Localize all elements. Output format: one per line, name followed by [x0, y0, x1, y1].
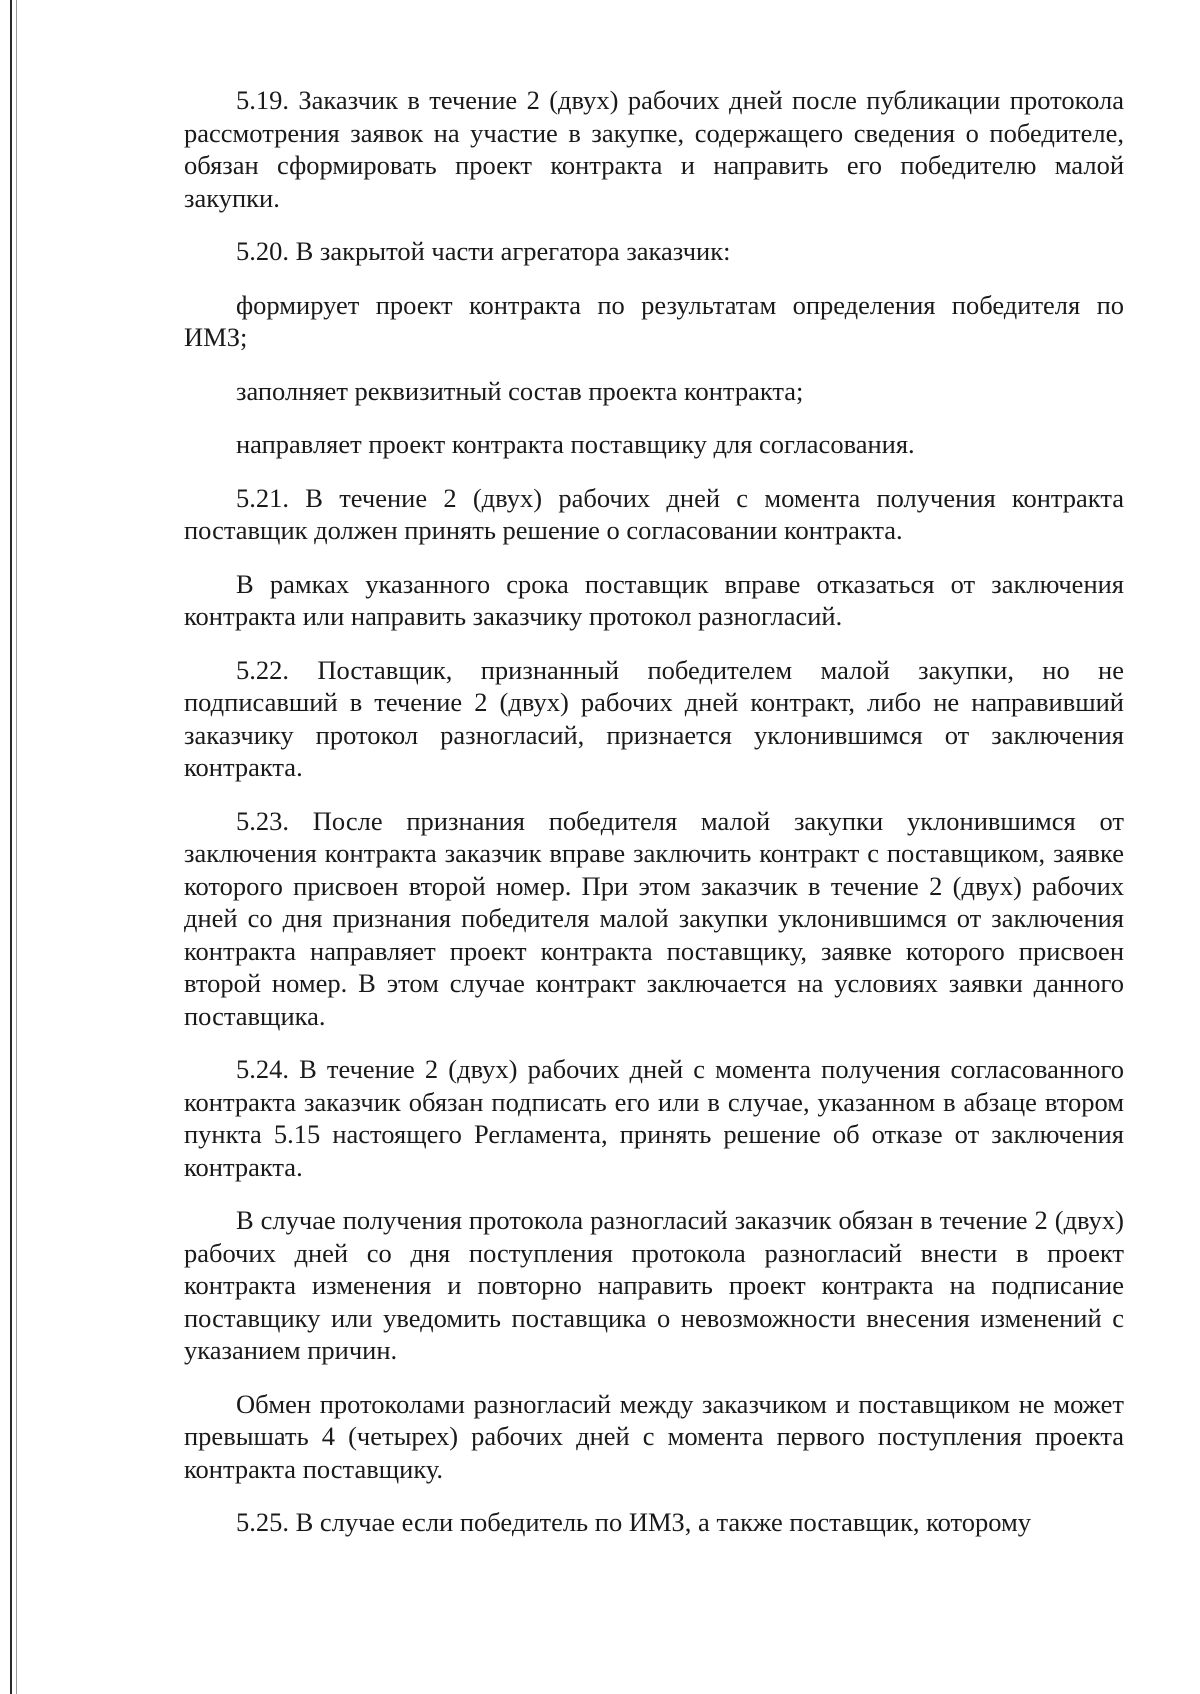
paragraph-5-20-item-1: формирует проект контракта по результатам определения победителя по ИМЗ;: [184, 289, 1124, 352]
paragraph-5-20-item-3: направляет проект контракта поставщику для согласования.: [236, 429, 915, 459]
paragraph-5-24: 5.24. В течение 2 (двух) рабочих дней с момента получения согласованного контракта заказчик обязан подписать его или в случае, указанном в абзаце втором пункта 5.15 настоящего Регламента, принять решение об отказе от заключения контракта.: [184, 1054, 1124, 1182]
paragraph-5-19: 5.19. Заказчик в течение 2 (двух) рабочих дней после публикации протокола рассмотрения заявок на участие в закупке, содержащего сведения о победителе, обязан сформировать проект контракта и направить его победителю малой закупки.: [184, 85, 1124, 213]
paragraph-5-24-exchange: Обмен протоколами разногласий между заказчиком и поставщиком не может превышать 4 (четырех) рабочих дней с момента первого поступления проекта контракта поставщику.: [184, 1388, 1124, 1484]
document-text: [184, 84, 1124, 1560]
paragraph-5-21-note: В рамках указанного срока поставщик вправе отказаться от заключения контракта или направить заказчику протокол разногласий.: [184, 568, 1124, 631]
scan-edge-shadow: [16, 0, 17, 1694]
scan-edge-line: [10, 0, 12, 1694]
paragraph-5-20: 5.20. В закрытой части агрегатора заказчик:: [236, 236, 731, 266]
paragraph-5-23: 5.23. После признания победителя малой закупки уклонившимся от заключения контракта заказчик вправе заключить контракт с поставщиком, заявке которого присвоен второй номер. При этом заказчик в течение 2 (двух) рабочих дней со дня признания победителя малой закупки уклонившимся от заключения контракта направляет проект контракта поставщику, заявке которого присвоен второй номер. В этом случае контракт заключается на условиях заявки данного поставщика.: [184, 805, 1124, 1031]
paragraph-5-21: 5.21. В течение 2 (двух) рабочих дней с момента получения контракта поставщик должен принять решение о согласовании контракта.: [184, 482, 1124, 545]
paragraph-5-20-item-2: заполняет реквизитный состав проекта контракта;: [236, 375, 804, 406]
paragraph-5-24-disagreement: В случае получения протокола разногласий заказчик обязан в течение 2 (двух) рабочих дней со дня поступления протокола разногласий внести в проект контракта изменения и повторно направить проект контракта на подписание поставщику или уведомить поставщика о невозможности внесения изменений с указанием причин.: [184, 1205, 1124, 1365]
paragraph-5-22: 5.22. Поставщик, признанный победителем малой закупки, но не подписавший в течение 2 (двух) рабочих дней контракт, либо не направивший заказчику протокол разногласий, признается уклонившимся от заключения контракта.: [184, 654, 1124, 782]
paragraph-5-25: 5.25. В случае если победитель по ИМЗ, а также поставщик, которому: [236, 1507, 1031, 1537]
